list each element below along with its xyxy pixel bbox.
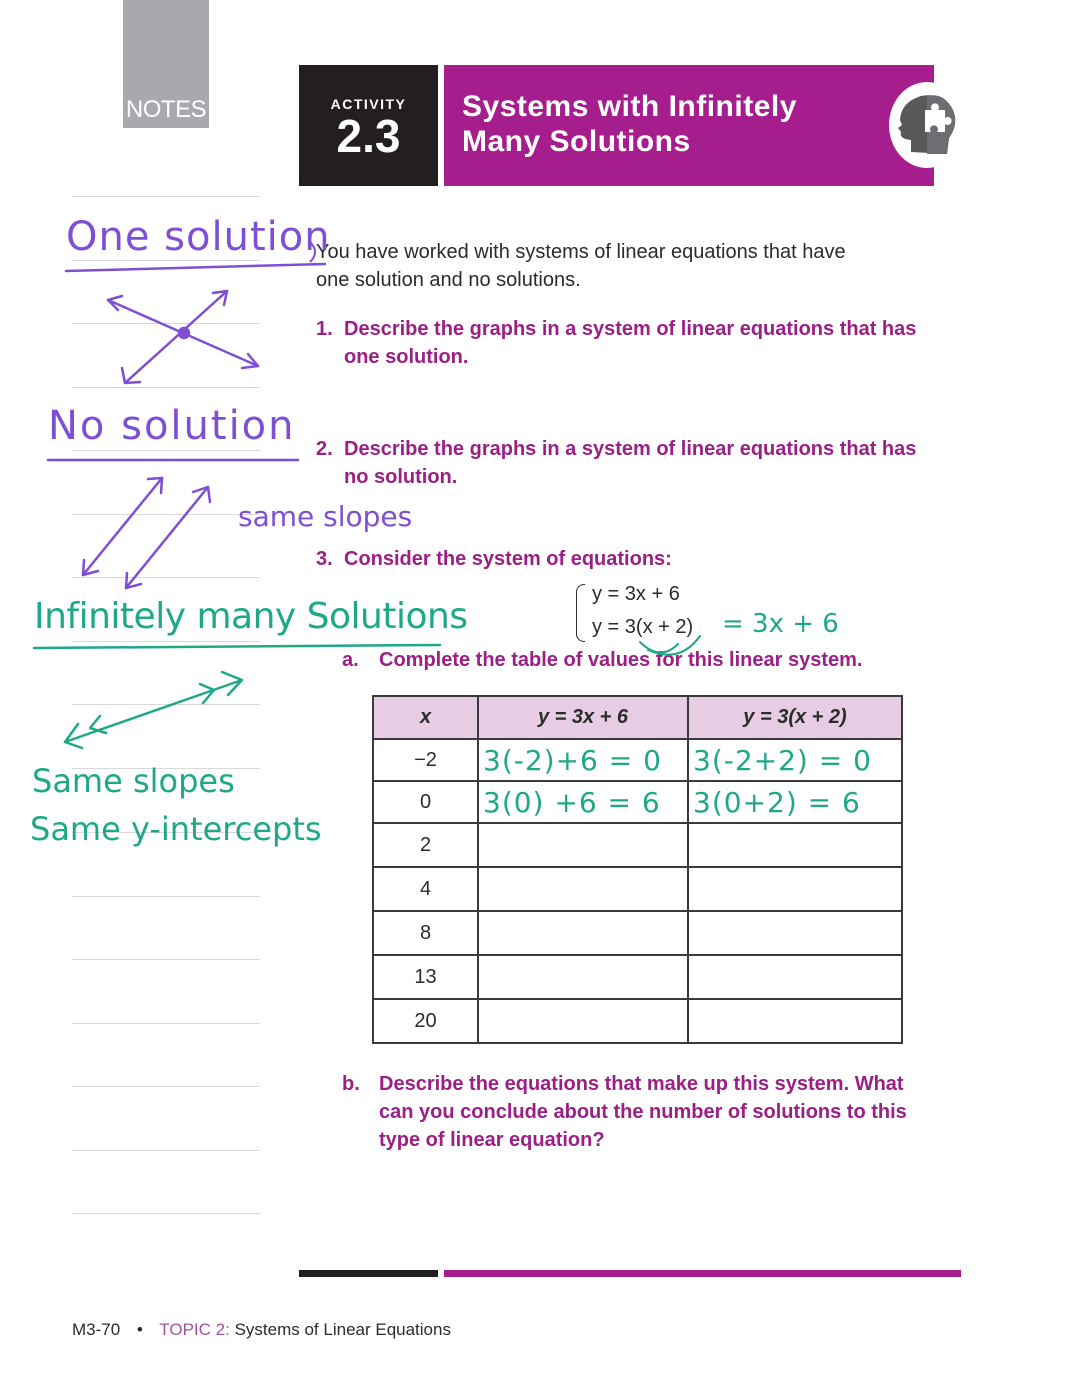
- handwritten-same-slopes-purple: same slopes: [238, 500, 413, 533]
- question-number: 2.: [316, 438, 333, 460]
- handwritten-infinitely-many: Infinitely many Solutions: [34, 596, 468, 637]
- cell-x: 2: [373, 823, 478, 867]
- cell-eq2-answer[interactable]: [688, 955, 902, 999]
- handwritten-no-solution: No solution: [48, 403, 296, 449]
- part-text: Describe the equations that make up this system. What: [379, 1073, 904, 1095]
- note-line: [72, 1023, 260, 1024]
- part-a: [342, 646, 942, 674]
- question-number: 3.: [316, 548, 333, 570]
- table-header-row: [373, 696, 902, 739]
- cell-eq2-answer[interactable]: 3(0+2) = 6: [688, 781, 902, 823]
- handwritten-same-slopes-green: Same slopes: [32, 762, 235, 800]
- part-text: can you conclude about the number of solutions to this: [379, 1101, 907, 1123]
- cell-eq2-answer[interactable]: [688, 911, 902, 955]
- table-of-values: [372, 695, 903, 1044]
- question-3: [316, 545, 956, 573]
- title-line-1: Systems with Infinitely: [462, 90, 797, 123]
- cell-x: 8: [373, 911, 478, 955]
- note-line: [72, 577, 260, 578]
- cell-eq1-answer[interactable]: [478, 867, 688, 911]
- cell-x: 13: [373, 955, 478, 999]
- question-number: 1.: [316, 318, 333, 340]
- cell-x: 4: [373, 867, 478, 911]
- part-letter: a.: [342, 649, 359, 671]
- note-line: [72, 514, 260, 515]
- table-row: [373, 867, 902, 911]
- page-footer: [72, 1320, 451, 1340]
- cell-eq1-answer[interactable]: [478, 911, 688, 955]
- cell-eq1-answer[interactable]: [478, 955, 688, 999]
- cell-x: 20: [373, 999, 478, 1043]
- cell-x: 0: [373, 781, 478, 823]
- note-line: [72, 323, 260, 324]
- footer-bar-black: [299, 1270, 438, 1277]
- cell-eq2-answer[interactable]: [688, 823, 902, 867]
- system-brace: [576, 584, 585, 642]
- notes-label: NOTES: [125, 96, 207, 123]
- handwritten-simplified-eq: = 3x + 6: [722, 609, 839, 639]
- note-line: [72, 196, 260, 197]
- note-line: [72, 896, 260, 897]
- table-row: [373, 781, 902, 823]
- activity-title: [462, 89, 797, 159]
- footer-bullet: •: [136, 1320, 143, 1339]
- cell-eq2-answer[interactable]: 3(-2+2) = 0: [688, 739, 902, 781]
- cell-eq1-answer[interactable]: 3(0) +6 = 6: [478, 781, 688, 823]
- question-text: one solution.: [344, 346, 469, 368]
- equation-2: y = 3(x + 2): [592, 616, 694, 638]
- cell-eq2-answer[interactable]: [688, 867, 902, 911]
- activity-title-banner: [444, 65, 934, 186]
- intro-line-2: one solution and no solutions.: [316, 269, 581, 291]
- column-header-eq2: y = 3(x + 2): [688, 696, 902, 739]
- note-line: [72, 1213, 260, 1214]
- part-b: [342, 1070, 952, 1154]
- head-puzzle-icon: [889, 82, 965, 168]
- topic-name: Systems of Linear Equations: [234, 1320, 451, 1339]
- table-row: [373, 955, 902, 999]
- column-header-x: x: [373, 696, 478, 739]
- question-text: Describe the graphs in a system of linear equations that has: [344, 318, 917, 340]
- footer-bar-magenta: [444, 1270, 961, 1277]
- table-row: [373, 999, 902, 1043]
- handwritten-one-solution: One solution: [66, 214, 331, 260]
- question-1: [316, 315, 956, 371]
- equation-1: y = 3x + 6: [592, 583, 680, 605]
- intro-line-1: You have worked with systems of linear equations that have: [316, 241, 846, 263]
- notes-tab: [123, 0, 209, 128]
- topic-label: TOPIC 2:: [159, 1320, 230, 1339]
- note-line: [72, 1086, 260, 1087]
- part-text: Complete the table of values for this linear system.: [379, 649, 863, 671]
- title-line-2: Many Solutions: [462, 125, 691, 158]
- table-row: [373, 823, 902, 867]
- handwritten-same-intercepts: Same y-intercepts: [30, 810, 322, 848]
- part-text: type of linear equation?: [379, 1129, 605, 1151]
- cell-x: −2: [373, 739, 478, 781]
- question-2: [316, 435, 956, 491]
- cell-eq2-answer[interactable]: [688, 999, 902, 1043]
- note-line: [72, 959, 260, 960]
- note-line: [72, 641, 260, 642]
- note-line: [72, 387, 260, 388]
- question-text: Describe the graphs in a system of linear equations that has: [344, 438, 917, 460]
- table-row: [373, 911, 902, 955]
- cell-eq1-answer[interactable]: 3(-2)+6 = 0: [478, 739, 688, 781]
- question-text: Consider the system of equations:: [344, 548, 672, 570]
- cell-eq1-answer[interactable]: [478, 823, 688, 867]
- note-line: [72, 704, 260, 705]
- intro-paragraph: [316, 238, 936, 294]
- activity-label: ACTIVITY: [330, 96, 407, 112]
- table-row: [373, 739, 902, 781]
- note-line: [72, 450, 260, 451]
- column-header-eq1: y = 3x + 6: [478, 696, 688, 739]
- cell-eq1-answer[interactable]: [478, 999, 688, 1043]
- question-text: no solution.: [344, 466, 458, 488]
- page-number: M3-70: [72, 1320, 121, 1339]
- note-line: [72, 260, 260, 261]
- part-letter: b.: [342, 1073, 360, 1095]
- note-line: [72, 1150, 260, 1151]
- activity-badge: [299, 65, 438, 186]
- system-of-equations: [592, 578, 693, 644]
- activity-number: 2.3: [336, 110, 401, 162]
